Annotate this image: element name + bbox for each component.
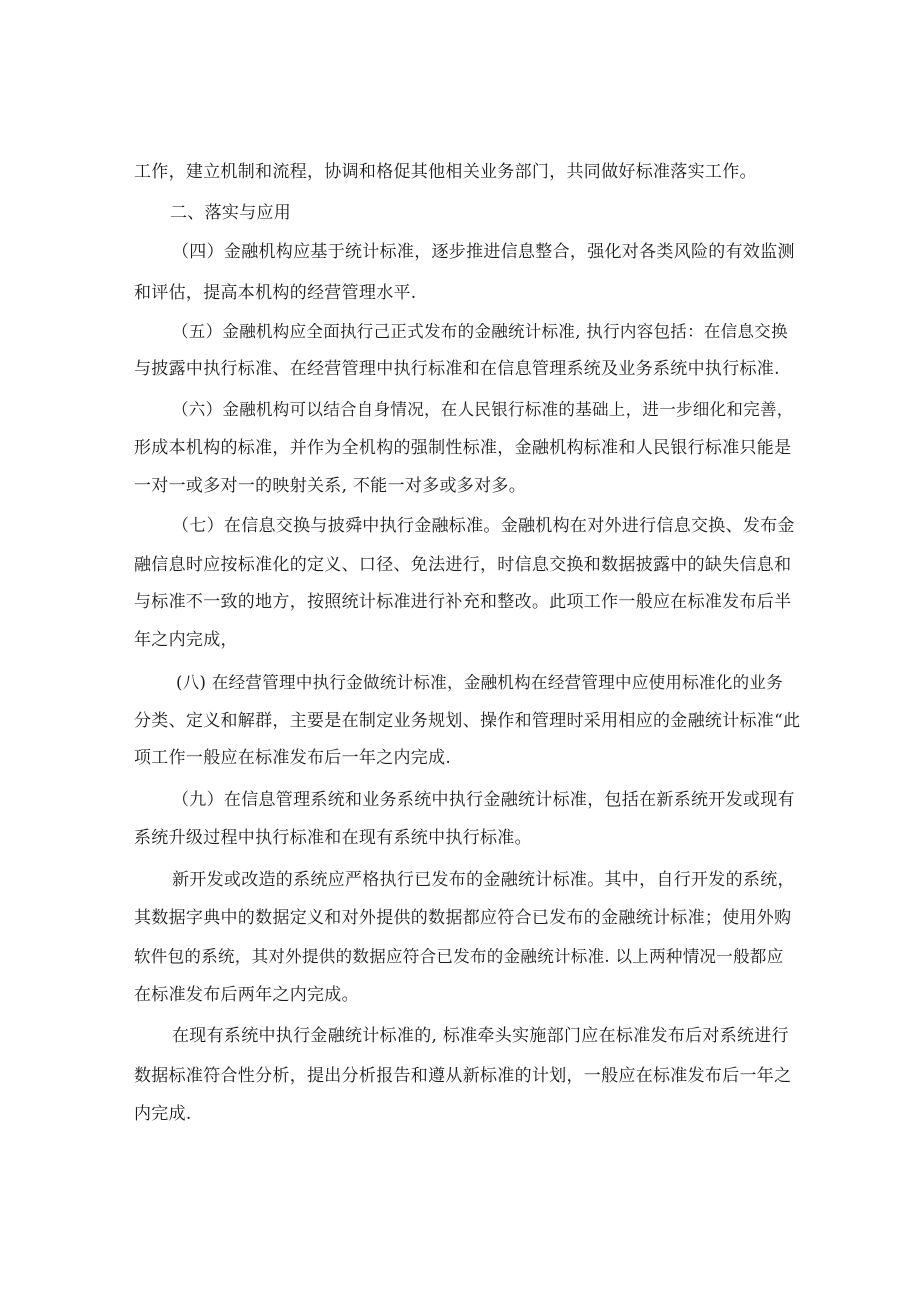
text-line: 在现有系统中执行金融统计标准的, 标准牵头实施部门应在标准发布后对系统进行 bbox=[172, 1026, 789, 1046]
text-line: 与标准不一致的地方，按照统计标准进行补充和整改。此项工作一般应在标准发布后半 bbox=[134, 592, 792, 612]
text-line: （九）在信息管理系统和业务系统中执行金融统计标准，包括在新系统开发或现有 bbox=[172, 790, 795, 810]
text-line: 内完成. bbox=[134, 1104, 192, 1124]
text-line: 项工作一般应在标准发布后一年之内完成. bbox=[134, 748, 452, 768]
text-line: 融信息时应按标准化的定义、口径、免法进行，时信息交换和数据披露中的缺失信息和 bbox=[134, 555, 792, 575]
text-line: 在标准发布后两年之内完成。 bbox=[134, 985, 359, 1005]
text-line: 工作，建立机制和流程，协调和格促其他相关业务部门，共同做好标准落实工作。 bbox=[134, 162, 757, 182]
text-line: （六）金融机构可以结合自身情况，在人民银行标准的基础上，进一步细化和完善， bbox=[172, 400, 794, 419]
text-line: （四）金融机构应基于统计标准，逐步推进信息整合，强化对各类风险的有效监测 bbox=[172, 242, 795, 262]
text-line: (八) 在经营管理中执行金做统计标准，金融机构在经营管理中应使用标准化的业务 bbox=[176, 673, 784, 692]
text-line: 软件包的系统，其对外提供的数据应符合已发布的金融统计标准. 以上两种情况一般都应 bbox=[134, 947, 784, 966]
section-heading: 二、落实与应用 bbox=[170, 203, 292, 223]
text-line: 系统升级过程中执行标准和在现有系统中执行标准。 bbox=[134, 828, 532, 848]
text-line: 年之内完成， bbox=[134, 630, 238, 650]
text-line: 其数据字典中的数据定义和对外提供的数据都应符合已发布的金融统计标准；使用外购 bbox=[134, 908, 792, 928]
text-line: 分类、定义和解群，主要是在制定业务规划、操作和管理时采用相应的金融统计标准“此 bbox=[134, 711, 801, 731]
text-line: 与披露中执行标准、在经营管理中执行标准和在信息管理系统及业务系统中执行标准. bbox=[134, 359, 780, 379]
text-line: 新开发或改造的系统应严格执行已发布的金融统计标准。其中，自行开发的系统， bbox=[172, 870, 795, 890]
text-line: 形成本机构的标准，并作为全机构的强制性标准，金融机构标准和人民银行标准只能是 bbox=[134, 438, 792, 458]
text-line: 和评估，提高本机构的经营管理水平. bbox=[134, 283, 417, 303]
text-line: （七）在信息交换与披舜中执行金融标准。金融机构在对外进行信息交换、发布金 bbox=[172, 516, 795, 536]
text-line: 一对一或多对一的映射关系, 不能一对多或多对多。 bbox=[134, 476, 527, 496]
text-line: （五）金融机构应全面执行己正式发布的金融统计标准, 执行内容包括：在信息交换 bbox=[172, 322, 788, 341]
text-line: 数据标准符合性分析，提出分析报告和遵从新标准的计划，一般应在标准发布后一年之 bbox=[134, 1066, 792, 1086]
